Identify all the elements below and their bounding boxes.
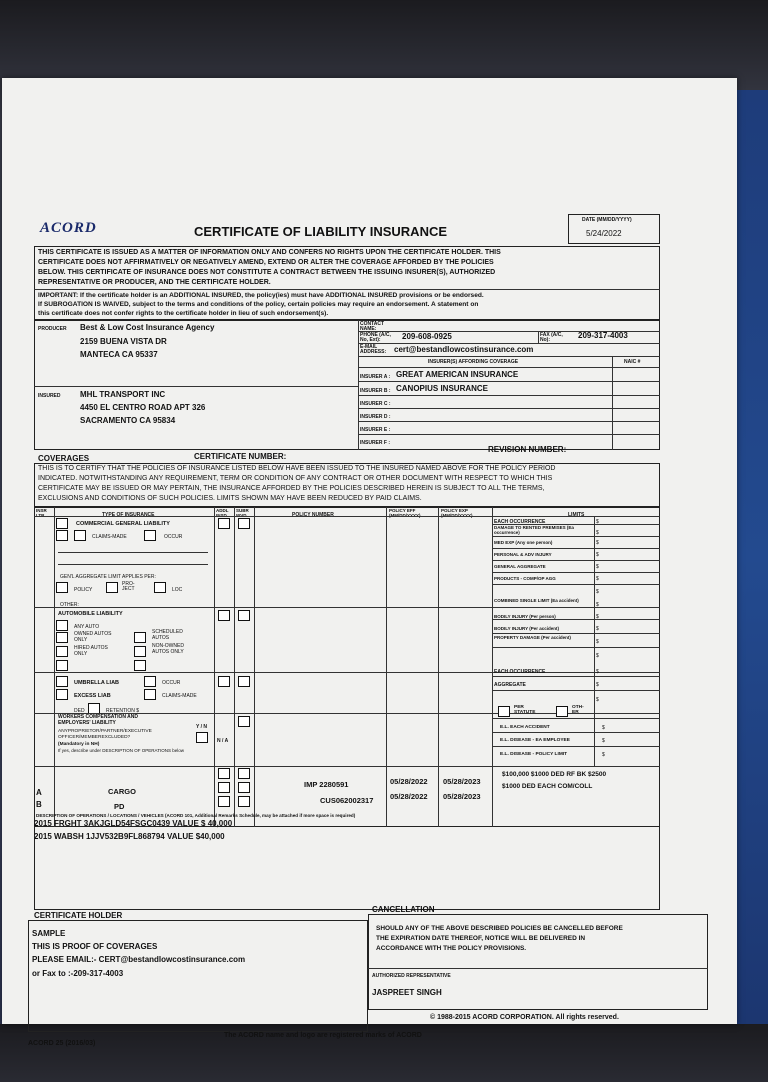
- certificate-holder-label: CERTIFICATE HOLDER: [34, 911, 123, 920]
- cancellation-line-3: ACCORDANCE WITH THE POLICY PROVISIONS.: [376, 945, 527, 952]
- divider: [234, 507, 235, 827]
- divider: [492, 732, 660, 733]
- divider: [34, 289, 660, 290]
- workers-na: N / A: [217, 738, 229, 744]
- insurer-f-label: INSURER F :: [360, 440, 390, 446]
- limit-el-disease-policy: E.L. DISEASE - POLICY LIMIT: [500, 752, 568, 757]
- subr-wvd-checkbox-workers[interactable]: [238, 716, 250, 727]
- scheduled-autos-label: SCHEDULED AUTOS: [152, 629, 183, 641]
- limit-dollar: $: [596, 626, 599, 632]
- description-label: DESCRIPTION OF OPERATIONS / LOCATIONS / VEHICLES (ACORD 101, Additional Remarks Schedule, may be attached if more space is required): [36, 813, 356, 818]
- divider: [358, 421, 660, 422]
- limit-dollar: $: [596, 552, 599, 558]
- divider: [34, 386, 358, 387]
- limit-dollar: $: [596, 669, 599, 675]
- limit-general-aggregate: GENERAL AGGREGATE: [494, 564, 546, 569]
- limit-property-damage: PROPERTY DAMAGE (Per accident): [494, 635, 571, 640]
- subr-wvd-checkbox-auto[interactable]: [238, 610, 250, 621]
- limit-dollar: $: [596, 576, 599, 582]
- acord-logo: ACORD: [40, 220, 97, 236]
- producer-label: PRODUCER: [38, 326, 67, 332]
- claims-made-checkbox[interactable]: [74, 530, 86, 541]
- email-value: cert@bestandlowcostinsurance.com: [394, 345, 534, 354]
- limit-el-each-accident: E.L. EACH ACCIDENT: [500, 725, 550, 730]
- producer-city: MANTECA CA 95337: [80, 350, 158, 359]
- coverages-label: COVERAGES: [38, 454, 90, 463]
- limit-dollar: $: [602, 725, 605, 731]
- important-line-1: IMPORTANT: If the certificate holder is an ADDITIONAL INSURED, the policy(ies) must have ADDITIONAL INSURED provisions or be endorsed.: [38, 292, 484, 299]
- limit-damage-rented: DAMAGE TO RENTED PREMISES (Ea occurrence): [494, 525, 574, 535]
- coverage-statement-line-1: THIS IS TO CERTIFY THAT THE POLICIES OF INSURANCE LISTED BELOW HAVE BEEN ISSUED TO THE INSURED NAMED ABOVE FOR THE POLICY PERIOD: [38, 465, 556, 472]
- divider: [492, 676, 660, 677]
- row-b-policy: CUS062002317: [320, 796, 374, 805]
- retention-label: RETENTION $: [106, 708, 140, 714]
- divider: [358, 356, 660, 357]
- limit-dollar: $: [596, 653, 599, 659]
- limit-products: PRODUCTS - COMP/OP AGG: [494, 576, 556, 581]
- cancellation-label: CANCELLATION: [372, 905, 435, 914]
- fax-label: FAX (A/C, No):: [540, 332, 563, 343]
- insured-address: 4450 EL CENTRO ROAD APT 326: [80, 403, 206, 412]
- hired-autos-label: HIRED AUTOS ONLY: [74, 645, 108, 657]
- workers-mandatory: (Mandatory in NH): [58, 742, 100, 747]
- umbrella-label: UMBRELLA LIAB: [74, 680, 120, 686]
- holder-line-2: THIS IS PROOF OF COVERAGES: [32, 942, 158, 951]
- cgl-checkbox[interactable]: [56, 518, 68, 529]
- divider: [492, 548, 660, 549]
- per-statute-checkbox[interactable]: [498, 706, 510, 717]
- insurer-c-label: INSURER C :: [360, 401, 391, 407]
- coverage-statement-line-2: INDICATED. NOTWITHSTANDING ANY REQUIREMENT, TERM OR CONDITION OF ANY CONTRACT OR OTHER DOCUMENT WITH RESPECT TO WHICH THIS: [38, 475, 553, 482]
- disclaimer-line-2: CERTIFICATE DOES NOT AFFIRMATIVELY OR NEGATIVELY AMEND, EXTEND OR ALTER THE COVERAGE AFFORDED BY THE POLICIES: [38, 259, 494, 266]
- divider: [368, 968, 708, 969]
- insurer-e-label: INSURER E :: [360, 427, 391, 433]
- limit-dollar: $: [596, 682, 599, 688]
- col-insr-ltr: INSR LTR: [36, 508, 47, 518]
- owned-autos-checkbox[interactable]: [56, 632, 68, 643]
- col-addl: ADDL INSD: [216, 508, 229, 518]
- non-owned-autos-checkbox[interactable]: [134, 646, 146, 657]
- divider: [492, 718, 660, 719]
- holder-line-1: SAMPLE: [32, 929, 66, 938]
- divider: [594, 516, 595, 766]
- revision-number-label: REVISION NUMBER:: [488, 445, 567, 454]
- authorized-rep-label: AUTHORIZED REPRESENTATIVE: [372, 973, 451, 979]
- oth-er-checkbox[interactable]: [556, 706, 568, 717]
- excess-label: EXCESS LIAB: [74, 693, 111, 699]
- disclaimer-line-4: REPRESENTATIVE OR PRODUCER, AND THE CERTIFICATE HOLDER.: [38, 279, 271, 286]
- divider: [492, 584, 660, 585]
- date-label: DATE (MM/DD/YYYY): [582, 217, 632, 223]
- occur-checkbox[interactable]: [144, 530, 156, 541]
- addl-insd-checkbox-umbrella[interactable]: [218, 676, 230, 687]
- insurer-a-label: INSURER A :: [360, 374, 391, 380]
- authorized-rep-name: JASPREET SINGH: [372, 988, 442, 997]
- insured-name: MHL TRANSPORT INC: [80, 390, 166, 399]
- row-a-exp: 05/28/2023: [443, 777, 481, 786]
- workers-any-proprietor: ANYPROPRIETOR/PARTNER/EXECUTIVE OFFICER/MEMBEREXCLUDED?: [58, 729, 152, 740]
- col-limits: LIMITS: [568, 512, 585, 518]
- divider: [492, 507, 493, 827]
- workers-describe: If yes, describe under DESCRIPTION OF OPERATIONS below: [58, 748, 184, 753]
- cancellation-line-1: SHOULD ANY OF THE ABOVE DESCRIBED POLICIES BE CANCELLED BEFORE: [376, 925, 623, 932]
- subr-wvd-checkbox-extra-3[interactable]: [238, 796, 250, 807]
- policy-checkbox[interactable]: [56, 582, 68, 593]
- row-a-policy: IMP 2280591: [304, 780, 349, 789]
- divider: [34, 607, 660, 608]
- limit-dollar: $: [596, 564, 599, 570]
- disclaimer-line-3: BELOW. THIS CERTIFICATE OF INSURANCE DOES NOT CONSTITUTE A CONTRACT BETWEEN THE ISSUING INSURER(S), AUTHORIZED: [38, 269, 496, 276]
- divider: [358, 395, 660, 396]
- addl-insd-checkbox-extra-2[interactable]: [218, 782, 230, 793]
- addl-insd-checkbox-auto[interactable]: [218, 610, 230, 621]
- holder-line-4: or Fax to :-209-317-4003: [32, 969, 124, 978]
- row-b-exp: 05/28/2023: [443, 792, 481, 801]
- insurer-d-label: INSURER D :: [360, 414, 391, 420]
- divider: [254, 507, 255, 827]
- excess-checkbox[interactable]: [56, 689, 68, 700]
- limit-bodily-person: BODILY INJURY (Per person): [494, 614, 556, 619]
- umbrella-claims-made-checkbox[interactable]: [144, 689, 156, 700]
- row-a-letter: A: [36, 788, 42, 797]
- date-value: 5/24/2022: [586, 229, 622, 238]
- ded-label: DED: [74, 708, 85, 714]
- limit-combined-single: COMBINED SINGLE LIMIT (Ea accident): [494, 598, 579, 603]
- subr-wvd-checkbox-umbrella[interactable]: [238, 676, 250, 687]
- limit-dollar: $: [596, 639, 599, 645]
- any-auto-checkbox[interactable]: [56, 620, 68, 631]
- trademark-notice: The ACORD name and logo are registered marks of ACORD: [224, 1032, 422, 1039]
- holder-line-3: PLEASE EMAIL:- CERT@bestandlowcostinsurance.com: [32, 955, 246, 964]
- coverage-table: [34, 507, 660, 827]
- phone-value: 209-608-0925: [402, 332, 452, 341]
- important-line-3: this certificate does not confer rights to the certificate holder in lieu of such endorsement(s).: [38, 310, 329, 317]
- divider: [438, 507, 439, 827]
- occur-label: OCCUR: [164, 534, 183, 540]
- copyright: © 1988-2015 ACORD CORPORATION. All rights reserved.: [430, 1014, 619, 1021]
- divider: [34, 672, 660, 673]
- limit-el-disease-employee: E.L. DISEASE - EA EMPLOYEE: [500, 738, 570, 743]
- limit-dollar: $: [596, 697, 599, 703]
- fax-value: 209-317-4003: [578, 331, 628, 340]
- coverage-statement-line-3: CERTIFICATE MAY BE ISSUED OR MAY PERTAIN, THE INSURANCE AFFORDED BY THE POLICIES DESCRIBED HEREIN IS SUBJECT TO ALL THE TERMS,: [38, 485, 545, 492]
- col-type: TYPE OF INSURANCE: [102, 512, 155, 518]
- limit-dollar: $: [596, 614, 599, 620]
- divider: [492, 572, 660, 573]
- addl-insd-checkbox-cgl[interactable]: [218, 518, 230, 529]
- limit-dollar: $: [596, 602, 599, 608]
- row-b-eff: 05/28/2022: [390, 792, 428, 801]
- row-b-letter: B: [36, 800, 42, 809]
- auto-blank-checkbox-2[interactable]: [134, 660, 146, 671]
- project-label: PRO- JECT: [122, 581, 135, 592]
- workers-title: WORKERS COMPENSATION AND EMPLOYERS' LIABILITY: [58, 714, 138, 726]
- workers-yn-label: Y / N: [196, 724, 208, 730]
- coverage-statement-line-4: EXCLUSIONS AND CONDITIONS OF SUCH POLICIES. LIMITS SHOWN MAY HAVE BEEN REDUCED BY PAID CLAIMS.: [38, 495, 422, 502]
- per-statute-label: PER STATUTE: [514, 705, 536, 715]
- phone-label: PHONE (A/C, No, Ext):: [360, 332, 391, 343]
- divider: [214, 507, 215, 827]
- insurers-header: INSURER(S) AFFORDING COVERAGE: [428, 359, 519, 365]
- cgl-blank-checkbox[interactable]: [56, 530, 68, 541]
- naic-label: NAIC #: [624, 359, 641, 365]
- subr-wvd-checkbox-cgl[interactable]: [238, 518, 250, 529]
- divider: [34, 766, 660, 767]
- subr-wvd-checkbox-extra-2[interactable]: [238, 782, 250, 793]
- divider: [58, 564, 208, 565]
- limit-dollar: $: [596, 540, 599, 546]
- limit-dollar: $: [596, 530, 599, 536]
- project-checkbox[interactable]: [106, 582, 118, 593]
- insurer-a-name: GREAT AMERICAN INSURANCE: [396, 370, 519, 379]
- divider: [358, 367, 660, 368]
- umbrella-occur-checkbox[interactable]: [144, 676, 156, 687]
- row-b-limit: $1000 DED EACH COM/COLL: [502, 783, 593, 790]
- loc-label: LOC: [172, 587, 183, 593]
- disclaimer-line-1: THIS CERTIFICATE IS ISSUED AS A MATTER OF INFORMATION ONLY AND CONFERS NO RIGHTS UPON THE CERTIFICATE HOLDER. THIS: [38, 249, 501, 256]
- divider: [492, 647, 660, 648]
- insured-label: INSURED: [38, 393, 61, 399]
- divider: [386, 507, 387, 827]
- producer-address: 2159 BUENA VISTA DR: [80, 337, 167, 346]
- row-a-type: CARGO: [108, 787, 136, 796]
- email-label: E-MAIL ADDRESS:: [360, 344, 387, 355]
- insurer-b-name: CANOPIUS INSURANCE: [396, 384, 489, 393]
- paper-sheet: [2, 78, 737, 1047]
- hired-autos-checkbox[interactable]: [56, 646, 68, 657]
- divider: [358, 320, 359, 450]
- certificate-number-label: CERTIFICATE NUMBER:: [194, 452, 287, 461]
- divider: [492, 633, 660, 634]
- subr-wvd-checkbox-extra-1[interactable]: [238, 768, 250, 779]
- cancellation-line-2: THE EXPIRATION DATE THEREOF, NOTICE WILL BE DELIVERED IN: [376, 935, 586, 942]
- producer-name: Best & Low Cost Insurance Agency: [80, 323, 215, 332]
- divider: [34, 516, 660, 517]
- scheduled-autos-checkbox[interactable]: [134, 632, 146, 643]
- limit-umbrella-aggregate: AGGREGATE: [494, 682, 526, 688]
- limit-umbrella-each-occurrence: EACH OCCURRENCE: [494, 669, 546, 675]
- insurer-b-label: INSURER B :: [360, 388, 391, 394]
- form-title: CERTIFICATE OF LIABILITY INSURANCE: [194, 224, 448, 239]
- divider: [612, 356, 613, 450]
- workers-yn-checkbox[interactable]: [196, 732, 208, 743]
- non-owned-autos-label: NON-OWNED AUTOS ONLY: [152, 643, 184, 655]
- divider: [358, 343, 660, 344]
- description-line-2: 2015 WABSH 1JJV532B9FL868794 VALUE $40,000: [34, 832, 225, 841]
- cgl-title: COMMERCIAL GENERAL LIABILITY: [76, 521, 170, 527]
- divider: [492, 690, 660, 691]
- contact-name-label: CONTACT NAME:: [360, 321, 385, 332]
- any-auto-label: ANY AUTO: [74, 624, 100, 630]
- umbrella-claims-made-label: CLAIMS-MADE: [162, 693, 197, 699]
- description-line-1: 2015 FRGHT 3AKJGLD54FSGC0439 VALUE $ 40,000: [34, 819, 233, 828]
- divider: [492, 746, 660, 747]
- claims-made-label: CLAIMS-MADE: [92, 534, 127, 540]
- col-eff: POLICY EFF (MM/DD/YYYY): [389, 508, 421, 518]
- divider: [358, 434, 660, 435]
- important-line-2: If SUBROGATION IS WAIVED, subject to the terms and conditions of the policy, certain policies may require an endorsement. A statement on: [38, 301, 479, 308]
- umbrella-checkbox[interactable]: [56, 676, 68, 687]
- auto-blank-checkbox-1[interactable]: [56, 660, 68, 671]
- form-id: ACORD 25 (2016/03): [28, 1040, 96, 1047]
- acord-form: [28, 202, 700, 1082]
- divider: [492, 536, 660, 537]
- divider: [358, 381, 660, 382]
- agg-applies-label: GEN'L AGGREGATE LIMIT APPLIES PER:: [60, 574, 156, 580]
- divider: [492, 560, 660, 561]
- policy-label: POLICY: [74, 587, 93, 593]
- owned-autos-label: OWNED AUTOS ONLY: [74, 631, 112, 643]
- limit-dollar: $: [596, 589, 599, 595]
- divider: [54, 507, 55, 827]
- limit-med-exp: MED EXP (Any one person): [494, 540, 553, 545]
- limit-dollar: $: [602, 738, 605, 744]
- other-label: OTHER:: [60, 602, 79, 608]
- loc-checkbox[interactable]: [154, 582, 166, 593]
- col-policy-number: POLICY NUMBER: [292, 512, 334, 518]
- row-a-eff: 05/28/2022: [390, 777, 428, 786]
- addl-insd-checkbox-extra-1[interactable]: [218, 768, 230, 779]
- col-subr: SUBR WVD: [236, 508, 249, 518]
- divider: [538, 331, 539, 343]
- limit-dollar: $: [602, 752, 605, 758]
- insured-city: SACRAMENTO CA 95834: [80, 416, 176, 425]
- col-exp: POLICY EXP (MM/DD/YYYY): [441, 508, 473, 518]
- limit-dollar: $: [596, 519, 599, 525]
- divider: [58, 552, 208, 553]
- divider: [358, 408, 660, 409]
- umbrella-occur-label: OCCUR: [162, 680, 181, 686]
- oth-er-label: OTH- ER: [572, 705, 584, 715]
- limit-each-occurrence: EACH OCCURRENCE: [494, 519, 546, 525]
- addl-insd-checkbox-extra-3[interactable]: [218, 796, 230, 807]
- row-b-type: PD: [114, 802, 125, 811]
- limit-personal-adv: PERSONAL & ADV INJURY: [494, 552, 552, 557]
- limit-bodily-accident: BODILY INJURY (Per accident): [494, 626, 560, 631]
- auto-title: AUTOMOBILE LIABILITY: [58, 611, 123, 617]
- row-a-limit: $100,000 $1000 DED RF BK $2500: [502, 771, 607, 778]
